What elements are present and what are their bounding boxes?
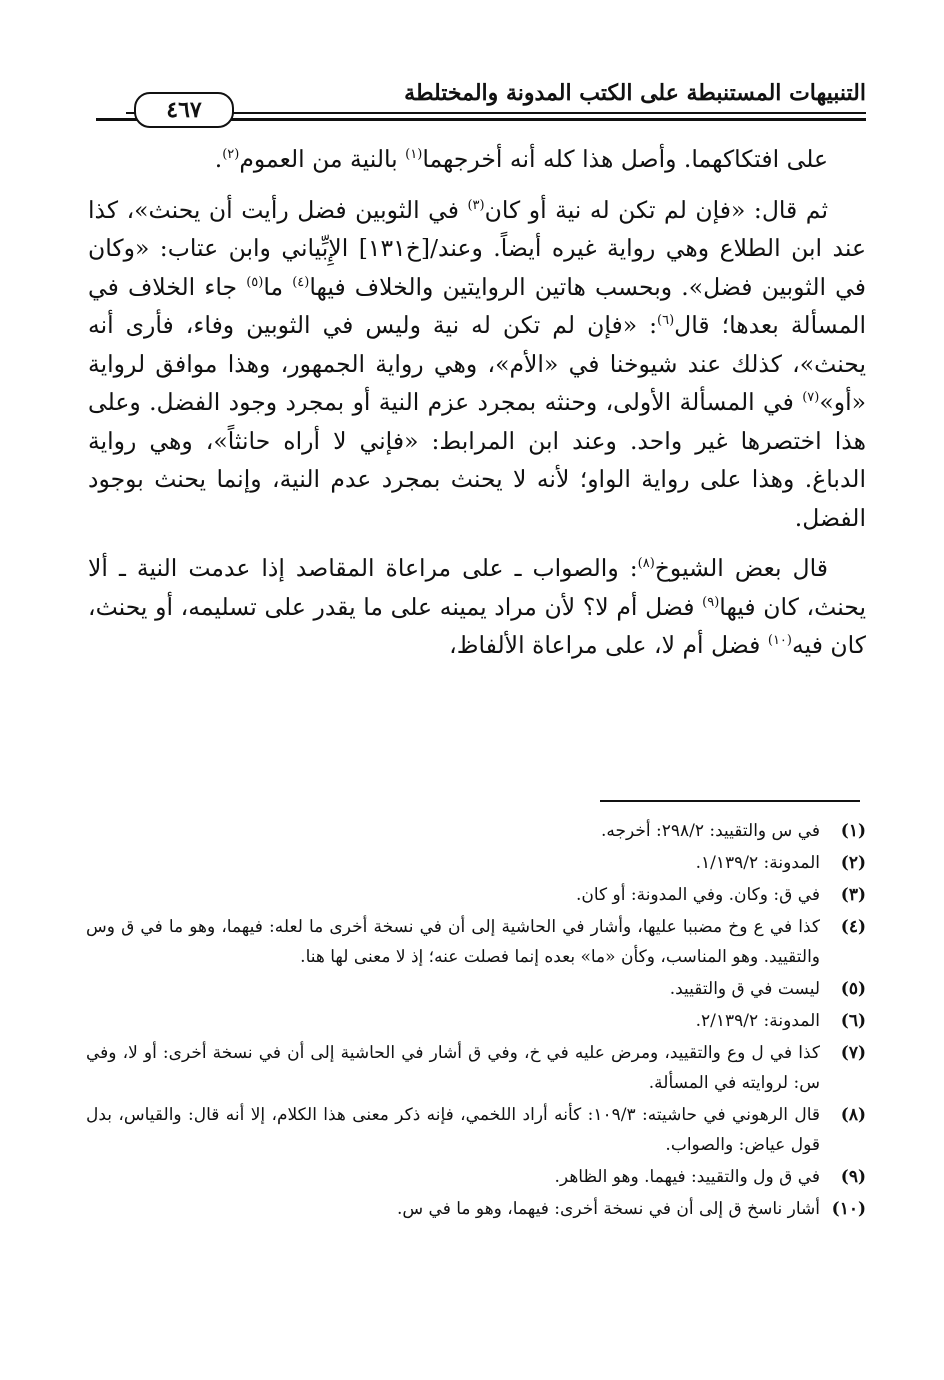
footnote-marker: (٤) xyxy=(292,274,310,290)
paragraph xyxy=(88,191,866,538)
footnote-text: قال الرهوني في حاشيته: ١٠٩/٣: كأنه أراد اللخمي، فإنه ذكر معنى هذا الكلام، إلا أنه قال: والقياس، بدل قول عياض: والصواب. xyxy=(86,1105,820,1155)
footnote-number: (٣) xyxy=(840,885,866,905)
text-run: : والصواب ـ على مراعاة المقاصد إذا عدمت النية ـ ألا يحنث، كان فيها xyxy=(88,554,866,621)
footnote-item xyxy=(86,1194,866,1224)
text-run: فضل أم لا؟ لأن مراد يمينه على ما يقدر على تسليمه، أو يحنث، كان فيه xyxy=(88,592,866,659)
footnote-text: في ق: وكان. وفي المدونة: أو كان. xyxy=(575,885,820,905)
footnote-item xyxy=(86,1006,866,1036)
text-run: جاء الخلاف في المسألة بعدها؛ قال xyxy=(88,272,866,339)
footnote-number: (٨) xyxy=(840,1105,866,1125)
text-run: في الثوبين فضل رأيت أن يحنث»، كذا عند ابن الطلاع وهي رواية غيره أيضاً. وعند/[خ١٣١] الإِبِّياني وابن عتاب: «وكان في الثوبين فضل». وبحسب هاتين الروايتين والخلاف فيها xyxy=(88,195,866,301)
footnote-text: كذا في ل وع والتقييد، ومرض عليه في خ، وفي ق أشار في الحاشية إلى أن في نسخة أخرى: أو لا، وفي س: لروايته في المسألة. xyxy=(86,1043,820,1093)
footnote-item xyxy=(86,848,866,878)
running-title: التنبيهات المستنبطة على الكتب المدونة والمختلطة xyxy=(404,80,866,106)
text-run: فضل أم لا، على مراعاة الألفاظ، xyxy=(449,631,768,659)
footnote-number: (٤) xyxy=(840,917,866,937)
footnote-number: (١) xyxy=(840,821,866,841)
text-run: . xyxy=(214,145,223,173)
text-run: ثم قال: «فإن لم تكن له نية أو كان xyxy=(484,195,828,224)
paragraph xyxy=(88,549,866,665)
footnote-item xyxy=(86,974,866,1004)
footnote-item xyxy=(86,880,866,910)
footnote-text: في س والتقييد: ٢٩٨/٢: أخرجه. xyxy=(600,821,820,841)
footnote-number: (٢) xyxy=(840,853,866,873)
footnote-item xyxy=(86,816,866,846)
footnote-marker: (١٠) xyxy=(767,633,792,649)
footnote-item xyxy=(86,912,866,972)
main-text xyxy=(88,140,866,677)
footnote-item xyxy=(86,1038,866,1098)
footnote-number: (٥) xyxy=(840,979,866,999)
footnote-text: المدونة: ١/١٣٩/٢. xyxy=(695,853,820,873)
footnote-text: المدونة: ٢/١٣٩/٢. xyxy=(695,1011,820,1031)
footnote-text: كذا في ع وخ مضببا عليها، وأشار في الحاشية إلى أن في نسخة أخرى ما لعله: فيهما، وهو ما في ق وس والتقييد. وهو المناسب، وكأن «ما» بعده إنما فصلت عنه؛ إذ لا معنى لها هنا. xyxy=(86,917,820,967)
footnote-separator xyxy=(600,800,860,802)
footnote-marker: (٣) xyxy=(467,197,485,213)
footnote-marker: (١) xyxy=(405,147,423,163)
text-run: قال بعض الشيوخ xyxy=(654,554,828,582)
text-run: في المسألة الأولى، وحنثه بمجرد عزم النية أو بمجرد وجود الفضل. وعلى هذا اختصرها غير واحد. وعند ابن المرابط: «فإني لا أراه حانثاً»، وهي رواية الدباغ. وهذا على رواية الواو؛ لأنه لا يحنث بمجرد عدم النية، وإنما يحنث بوجود الفضل. xyxy=(88,388,866,532)
footnote-text: في ق ول والتقييد: فيهما. وهو الظاهر. xyxy=(554,1167,820,1187)
text-run: بالنية من العموم xyxy=(239,145,406,173)
running-header xyxy=(86,78,866,124)
footnote-marker: (٦) xyxy=(657,313,675,329)
footnote-number: (٦) xyxy=(840,1011,866,1031)
footnote-number: (٧) xyxy=(840,1043,866,1063)
footnote-item xyxy=(86,1162,866,1192)
footnote-marker: (٥) xyxy=(246,274,264,290)
footnote-text: ليست في ق والتقييد. xyxy=(669,979,820,999)
footnote-marker: (٧) xyxy=(802,390,820,406)
footnotes xyxy=(86,816,866,1226)
text-run: ما xyxy=(263,272,293,301)
page-number: ٤٦٧ xyxy=(134,92,234,128)
footnote-marker: (٨) xyxy=(637,556,655,572)
footnote-marker: (٩) xyxy=(702,594,720,610)
footnote-number: (٩) xyxy=(840,1167,866,1187)
paragraph xyxy=(88,140,866,179)
footnote-marker: (٢) xyxy=(222,147,240,163)
text-run: : «فإن لم تكن له نية وليس في الثوبين وفاء، فأرى أنه يحنث»، كذلك عند شيوخنا في «الأم»، وهي رواية الجمهور، وهذا موافق لرواية «أو» xyxy=(88,311,866,416)
footnote-text: أشار ناسخ ق إلى أن في نسخة أخرى: فيهما، وهو ما في س. xyxy=(396,1199,820,1219)
header-rule xyxy=(126,112,866,114)
footnote-number: (١٠) xyxy=(831,1199,866,1219)
text-run: على افتكاكهما. وأصل هذا كله أنه أخرجهما xyxy=(422,145,828,173)
footnote-item xyxy=(86,1100,866,1160)
